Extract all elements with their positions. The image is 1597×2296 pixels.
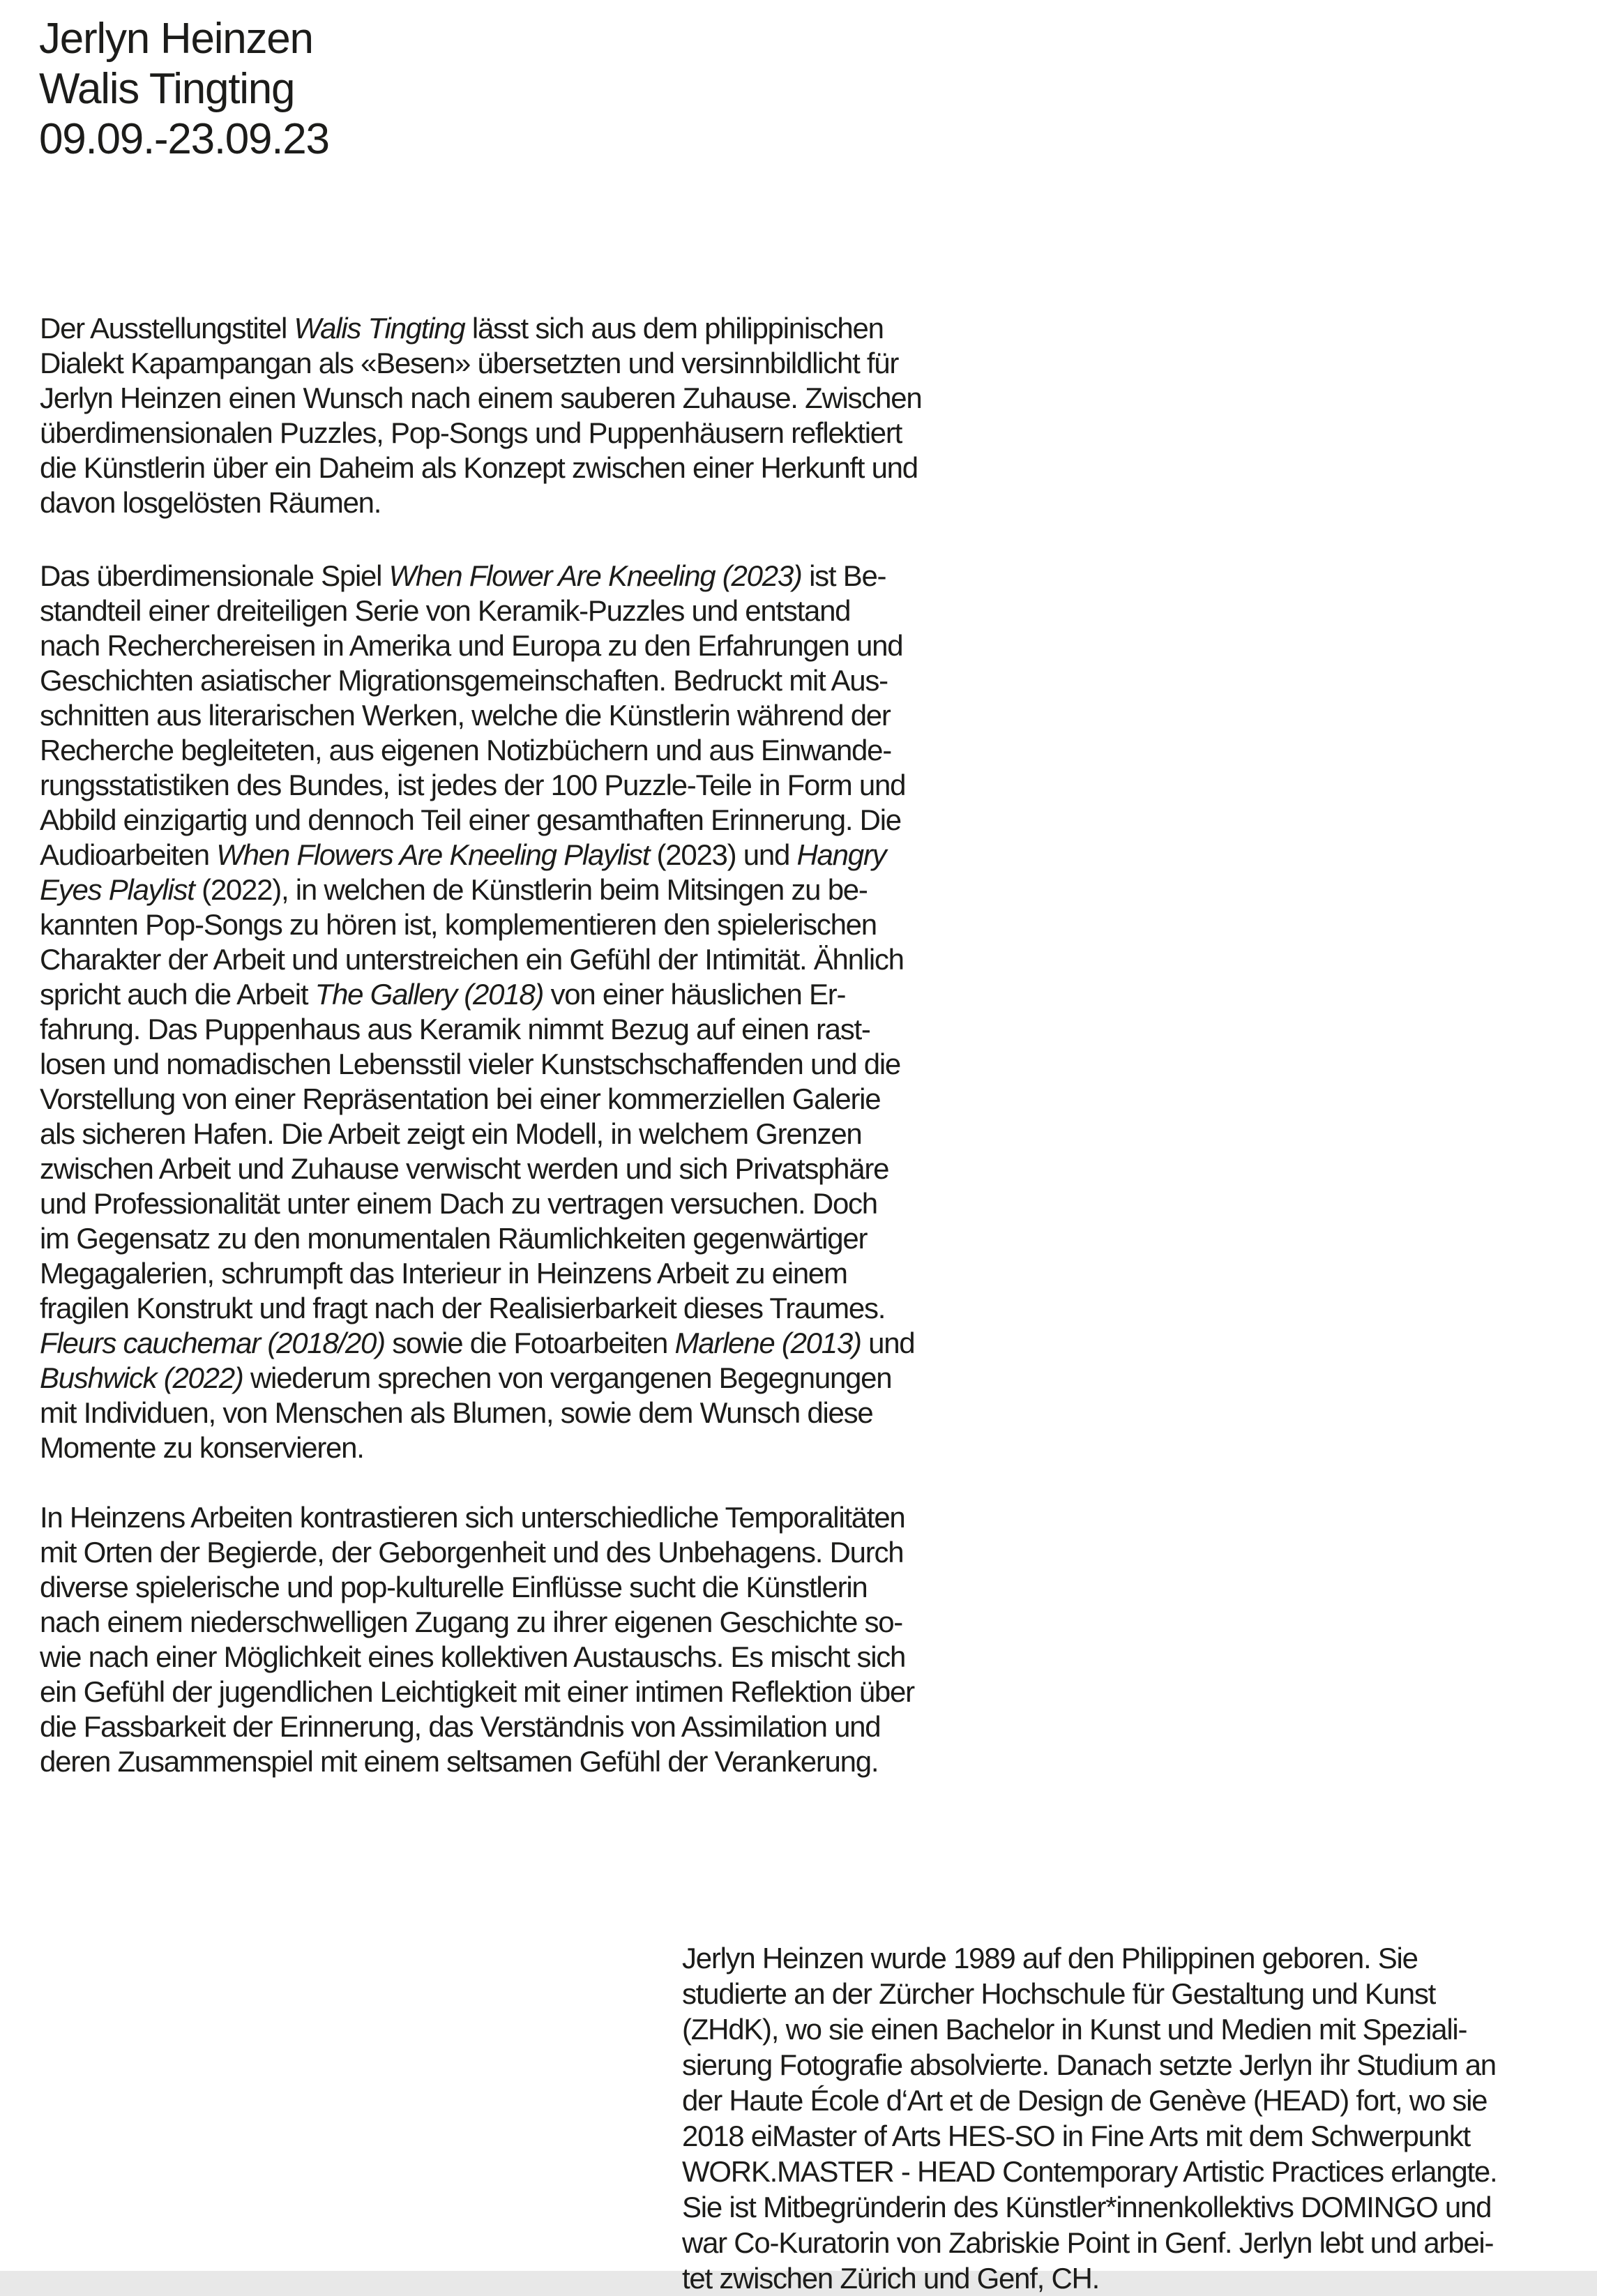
artist-bio: Jerlyn Heinzen wurde 1989 auf den Philippinen geboren. Sie studierte an der Zürcher Hochschule für Gestaltung und Kunst (ZHdK), wo sie einen Bachelor in Kunst und Medien mit Speziali- sierung Fotografie absolvierte. Danach setzte Jerlyn ihr Studium an der Haute École d‘Art et de Design de Genève (HEAD) fort, wo sie 2018 eiMaster of Arts HES-SO in Fine Arts mit dem Schwerpunkt WORK.MASTER - HEAD Contemporary Artistic Practices erlangte. Sie ist Mitbegründerin des Künstler*innenkollektivs DOMINGO und war Co-Kuratorin von Zabriskie Point in Genf. Jerlyn lebt und arbei- tet zwischen Zürich und Genf, CH. [682,1942,1497,2295]
exhibition-header [39,14,329,165]
exhibition-title: Walis Tingting [39,65,295,113]
intro-paragraph: Der Ausstellungstitel Walis Tingting lässt sich aus dem philippinischen Dialekt Kapampangan als «Besen» übersetzten und versinnbildlicht für Jerlyn Heinzen einen Wunsch nach einem sauberen Zuhause. Zwischen überdimensionalen Puzzles, Pop-Songs und Puppenhäusern reflektiert die Künstlerin über ein Daheim als Konzept zwischen einer Herkunft und davon losgelösten Räumen. [40,312,922,519]
closing-paragraph: In Heinzens Arbeiten kontrastieren sich unterschiedliche Temporalitäten mit Orten der Begierde, der Geborgenheit und des Unbehagens. Durch diverse spielerische und pop-kulturelle Einflüsse sucht die Künstlerin nach einem niederschwelligen Zugang zu ihrer eigenen Geschichte so- wie nach einer Möglichkeit eines kollektiven Austauschs. Es mischt sich ein Gefühl der jugendlichen Leichtigkeit mit einer intimen Reflektion über die Fassbarkeit der Erinnerung, das Verständnis von Assimilation und deren Zusammenspiel mit einem seltsamen Gefühl der Verankerung. [40,1501,914,1778]
exhibition-dates: 09.09.-23.09.23 [39,115,329,163]
works-paragraph: Das überdimensionale Spiel When Flower Are Kneeling (2023) ist Be- standteil einer dreiteiligen Serie von Keramik-Puzzles und entstand nach Recherchereisen in Amerika und Europa zu den Erfahrungen und Geschichten asiatischer Migrationsgemeinschaften. Bedruckt mit Aus- schnitten aus literarischen Werken, welche die Künstlerin während der Recherche begleiteten, aus eigenen Notizbüchern und aus Einwande- rungsstatistiken des Bundes, ist jedes der 100 Puzzle-Teile in Form und Abbild einzigartig und dennoch Teil einer gesamthaften Erinnerung. Die Audioarbeiten When Flowers Are Kneeling Playlist (2023) und Hangry Eyes Playlist (2022), in welchen de Künstlerin beim Mitsingen zu be- kannten Pop-Songs zu hören ist, komplementieren den spielerischen Charakter der Arbeit und unterstreichen ein Gefühl der Intimität. Ähnlich spricht auch die Arbeit The Gallery (2018) von einer häuslichen Er- fahrung. Das Puppenhaus aus Keramik nimmt Bezug auf einen rast- losen und nomadischen Lebensstil vieler Kunstschschaffenden und die Vorstellung von einer Repräsentation bei einer kommerziellen Galerie als sicheren Hafen. Die Arbeit zeigt ein Modell, in welchem Grenzen zwischen Arbeit und Zuhause verwischt werden und sich Privatsphäre und Professionalität unter einem Dach zu vertragen versuchen. Doch im Gegensatz zu den monumentalen Räumlichkeiten gegenwärtiger Megagalerien, schrumpft das Interieur in Heinzens Arbeit zu einem fragilen Konstrukt und fragt nach der Realisierbarkeit dieses Traumes. Fleurs cauchemar (2018/20) sowie die Fotoarbeiten Marlene (2013) und Bushwick (2022) wiederum sprechen von vergangenen Begegnungen mit Individuen, von Menschen als Blumen, sowie dem Wunsch diese Momente zu konservieren. [40,559,915,1464]
artist-name: Jerlyn Heinzen [39,15,313,63]
